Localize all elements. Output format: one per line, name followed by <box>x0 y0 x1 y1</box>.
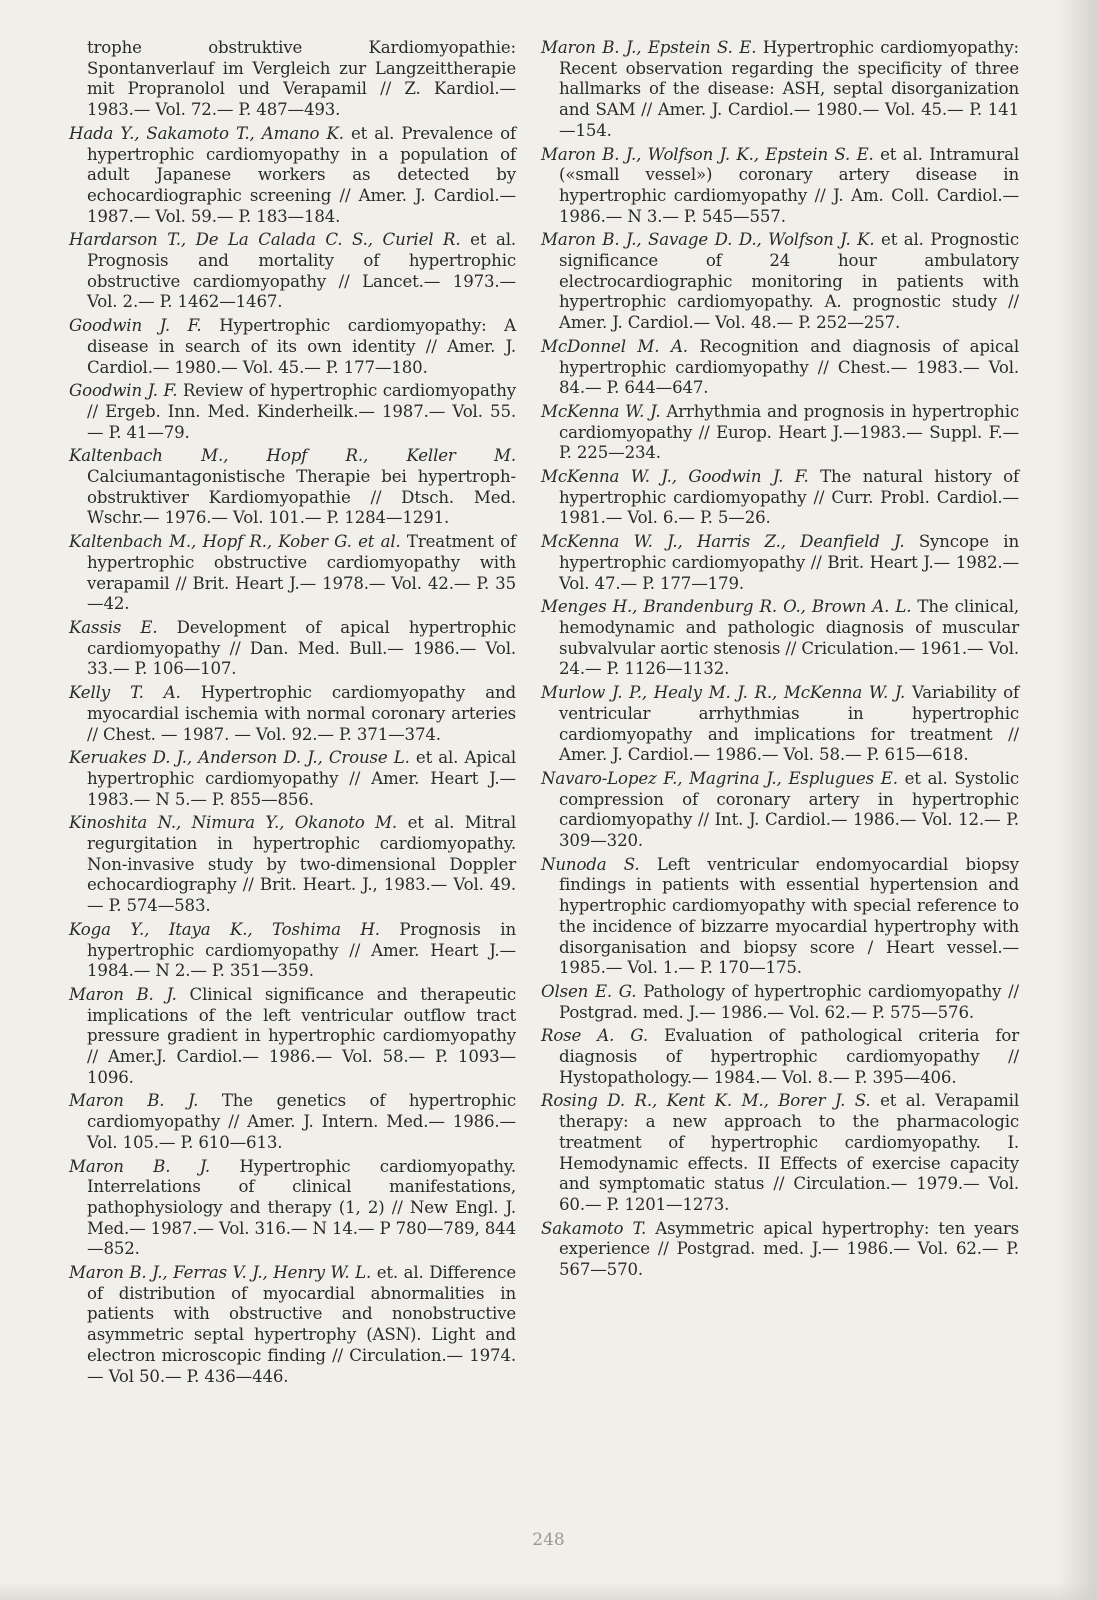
reference-details: et al. Apical hypertrophic cardiomyopathy // Amer. Heart J.— 1983.— N 5.— P. 855—856. <box>87 748 516 809</box>
reference-entry <box>69 124 516 228</box>
reference-entry <box>541 1026 1019 1088</box>
page-bottom-shadow <box>0 1582 1097 1600</box>
reference-entry <box>69 748 516 810</box>
reference-authors: Maron B. J. <box>69 1091 199 1111</box>
reference-entry <box>541 855 1019 979</box>
reference-authors: Goodwin J. F. <box>69 381 178 401</box>
reference-details: The clinical, hemodynamic and pathologic diagnosis of muscular subvalvular aortic stenosis // Criculation.— 1961.— Vol. 24.— P. 1126—1132. <box>559 597 1019 679</box>
reference-authors: Keruakes D. J., Anderson D. J., Crouse L. <box>69 748 410 768</box>
reference-details: Clinical significance and therapeutic implications of the left ventricular outflow tract pressure gradient in hypertrophic cardiomyopathy // Amer.J. Cardiol.— 1986.— Vol. 58.— P. 1093—1096. <box>87 984 516 1087</box>
reference-details: Arrhythmia and prognosis in hypertrophic cardiomyopathy // Europ. Heart J.—1983.— Suppl. F.— P. 225—234. <box>559 401 1019 463</box>
reference-entry <box>541 467 1019 529</box>
reference-authors: Murlow J. P., Healy M. J. R., McKenna W. J. <box>541 683 906 703</box>
reference-details: Variability of ventricular arrhythmias in hypertrophic cardiomyopathy and implications for treatment // Amer. J. Cardiol.— 1986.— Vol. 58.— P. 615—618. <box>559 683 1019 765</box>
reference-details: et. al. Difference of distribution of myocardial abnormalities in patients with obstructive and nonobstructive asymmetric septal hypertrophy (ASN). Light and electron microscopic finding // Circulation.— 1974.— Vol 50.— P. 436—446. <box>87 1263 516 1386</box>
reference-entry <box>541 532 1019 594</box>
reference-entry <box>541 982 1019 1023</box>
reference-entry <box>69 446 516 529</box>
reference-entry <box>69 683 516 745</box>
reference-details: Asymmetric apical hypertrophy: ten years experience // Postgrad. med. J.— 1986.— Vol. 62.— P. 567—570. <box>559 1218 1020 1280</box>
reference-details: Hypertrophic cardiomyopathy: A disease in search of its own identity // Amer. J. Cardiol.— 1980.— Vol. 45.— P. 177—180. <box>87 316 516 377</box>
reference-authors: Koga Y., Itaya K., Toshima H. <box>69 919 380 939</box>
reference-details: Evaluation of pathological criteria for diagnosis of hypertrophic cardiomyopathy // Hystopathology.— 1984.— Vol. 8.— P. 395—406. <box>559 1026 1019 1087</box>
reference-entry <box>69 316 516 378</box>
reference-entry <box>69 381 516 443</box>
reference-authors: Olsen E. G. <box>541 981 637 1001</box>
reference-authors: Kaltenbach M., Hopf R., Kober G. et al. <box>69 532 401 552</box>
reference-entry <box>69 813 516 917</box>
reference-authors: Kaltenbach M., Hopf R., Keller M. <box>69 446 516 466</box>
reference-authors: Maron B. J. <box>69 984 177 1004</box>
reference-authors: Maron B. J., Epstein S. E. <box>541 38 757 57</box>
reference-entry <box>541 145 1019 228</box>
reference-details: et al. Prognostic significance of 24 hour ambulatory electrocardiographic monitoring in patients with hypertrophic cardiomyopathy. A. prognostic study // Amer. J. Cardiol.— Vol. 48.— P. 252—257. <box>559 230 1019 333</box>
reference-entry <box>69 1157 516 1261</box>
reference-entry <box>541 402 1019 464</box>
reference-details: Hypertrophic cardiomyopathy. Interrelations of clinical manifestations, pathophysiology and therapy (1, 2) // New Engl. J. Med.— 1987.— Vol. 316.— N 14.— P 780—789, 844—852. <box>87 1156 516 1259</box>
reference-details: Recognition and diagnosis of apical hypertrophic cardiomyopathy // Chest.— 1983.— Vol. 84.— P. 644—647. <box>559 336 1019 398</box>
references-right-column <box>541 38 1019 1284</box>
reference-authors: Maron B. J. <box>69 1156 211 1176</box>
reference-entry <box>541 230 1019 334</box>
reference-entry <box>541 337 1019 399</box>
reference-details: Hypertrophic cardiomyopathy and myocardial ischemia with normal coronary arteries // Chest. — 1987. — Vol. 92.— P. 371—374. <box>87 683 516 744</box>
reference-details: et al. Mitral regurgitation in hypertrophic cardiomyopathy. Non-invasive study by two-dimensional Doppler echocardiography // Brit. Heart. J., 1983.— Vol. 49.— P. 574—583. <box>87 813 516 916</box>
reference-entry <box>541 769 1019 852</box>
reference-details: Syncope in hypertrophic cardiomyopathy // Brit. Heart J.— 1982.— Vol. 47.— P. 177—179. <box>559 532 1019 593</box>
reference-authors: Goodwin J. F. <box>69 316 202 336</box>
reference-details: Treatment of hypertrophic obstructive cardiomyopathy with verapamil // Brit. Heart J.— 1978.— Vol. 42.— P. 35—42. <box>87 532 516 614</box>
reference-authors: Hada Y., Sakamoto T., Amano K. <box>69 123 344 143</box>
reference-entry <box>69 618 516 680</box>
reference-details: The natural history of hypertrophic cardiomyopathy // Curr. Probl. Cardiol.— 1981.— Vol. 6.— P. 5—26. <box>559 467 1020 528</box>
reference-entry <box>541 1091 1019 1215</box>
reference-authors: Kassis E. <box>69 617 158 637</box>
reference-details: trophe obstruktive Kardiomyopathie: Spontanverlauf im Vergleich zur Langzeittherapie mit Propranolol und Verapamil // Z. Kardiol.— 1983.— Vol. 72.— P. 487—493. <box>87 38 516 120</box>
reference-entry <box>541 683 1019 766</box>
reference-details: Hypertrophic cardiomyopathy: Recent observation regarding the specificity of three hallmarks of the disease: ASH, septal disorganization and SAM // Amer. J. Cardiol.— 1980.— Vol. 45.— P. 141—154. <box>559 38 1019 140</box>
reference-details: et al. Prevalence of hypertrophic cardiomyopathy in a population of adult Japanese workers as detected by echocardiographic screening // Amer. J. Cardiol.— 1987.— Vol. 59.— P. 183—184. <box>87 123 516 226</box>
reference-authors: Rosing D. R., Kent K. M., Borer J. S. <box>541 1091 871 1111</box>
reference-entry <box>69 920 516 982</box>
page-number: 248 <box>532 1530 565 1550</box>
reference-authors: Rose A. G. <box>541 1026 648 1046</box>
reference-authors: Kelly T. A. <box>69 683 181 703</box>
reference-details: et al. Intramural («small vessel») coronary artery disease in hypertrophic cardiomyopathy // J. Am. Coll. Cardiol.— 1986.— N 3.— P. 545—557. <box>559 144 1019 226</box>
reference-authors: McKenna W. J., Harris Z., Deanfield J. <box>541 532 905 552</box>
reference-authors: McDonnel M. A. <box>541 336 688 356</box>
reference-authors: Maron B. J., Wolfson J. K., Epstein S. E. <box>541 144 874 164</box>
reference-details: Pathology of hypertrophic cardiomyopathy // Postgrad. med. J.— 1986.— Vol. 62.— P. 575—576. <box>559 981 1019 1022</box>
reference-entry <box>69 1091 516 1153</box>
reference-authors: Nunoda S. <box>541 854 640 874</box>
reference-details: Development of apical hypertrophic cardiomyopathy // Dan. Med. Bull.— 1986.— Vol. 33.— P. 106—107. <box>87 617 516 679</box>
reference-entry <box>69 985 516 1089</box>
reference-entry <box>541 597 1019 680</box>
reference-details: et al. Prognosis and mortality of hypertrophic obstructive cardiomyopathy // Lancet.— 1973.— Vol. 2.— P. 1462—1467. <box>87 230 516 312</box>
reference-details: The genetics of hypertrophic cardiomyopathy // Amer. J. Intern. Med.— 1986.— Vol. 105.— P. 610—613. <box>87 1091 516 1152</box>
reference-authors: Sakamoto T. <box>541 1218 647 1238</box>
reference-authors: Menges H., Brandenburg R. O., Brown A. L. <box>541 597 912 617</box>
reference-entry <box>69 230 516 313</box>
reference-entry <box>541 38 1019 142</box>
reference-authors: McKenna W. J., Goodwin J. F. <box>541 467 809 487</box>
reference-entry <box>69 532 516 615</box>
reference-details: et al. Verapamil therapy: a new approach to the pharmacologic treatment of hypertrophic cardiomyopathy. I. Hemodynamic effects. II Effects of exercise capacity and symptomatic status // Circulation.— 1979.— Vol. 60.— P. 1201—1273. <box>559 1091 1019 1214</box>
reference-authors: Maron B. J., Ferras V. J., Henry W. L. <box>69 1263 372 1283</box>
reference-authors: Maron B. J., Savage D. D., Wolfson J. K. <box>541 230 875 250</box>
reference-authors: McKenna W. J. <box>541 401 661 421</box>
reference-details: Calciumantagonistische Therapie bei hypertroph-obstruktiver Kardiomyopathie // Dtsch. Med. Wschr.— 1976.— Vol. 101.— P. 1284—1291. <box>87 467 516 528</box>
reference-authors: Hardarson T., De La Calada C. S., Curiel R. <box>69 230 461 250</box>
reference-entry <box>69 38 516 121</box>
reference-details: Left ventricular endomyocardial biopsy findings in patients with essential hypertension and hypertrophic cardiomyopathy with special reference to the incidence of bizzarre myocardial hypertrophy with disorganisation and biopsy score / Heart vessel.— 1985.— Vol. 1.— P. 170—175. <box>559 854 1020 978</box>
binding-shadow <box>1057 0 1097 1600</box>
reference-entry <box>541 1219 1019 1281</box>
references-left-column <box>69 38 516 1390</box>
reference-details: Prognosis in hypertrophic cardiomyopathy // Amer. Heart J.— 1984.— N 2.— P. 351—359. <box>87 919 516 981</box>
reference-entry <box>69 1263 516 1387</box>
reference-details: et al. Systolic compression of coronary artery in hypertrophic cardiomyopathy // Int. J. Cardiol.— 1986.— Vol. 12.— P. 309—320. <box>559 768 1020 851</box>
reference-authors: Kinoshita N., Nimura Y., Okanoto M. <box>69 813 398 833</box>
reference-authors: Navaro-Lopez F., Magrina J., Esplugues E. <box>541 768 898 788</box>
reference-details: Review of hypertrophic cardiomyopathy // Ergeb. Inn. Med. Kinderheilk.— 1987.— Vol. 55.— P. 41—79. <box>87 381 516 442</box>
